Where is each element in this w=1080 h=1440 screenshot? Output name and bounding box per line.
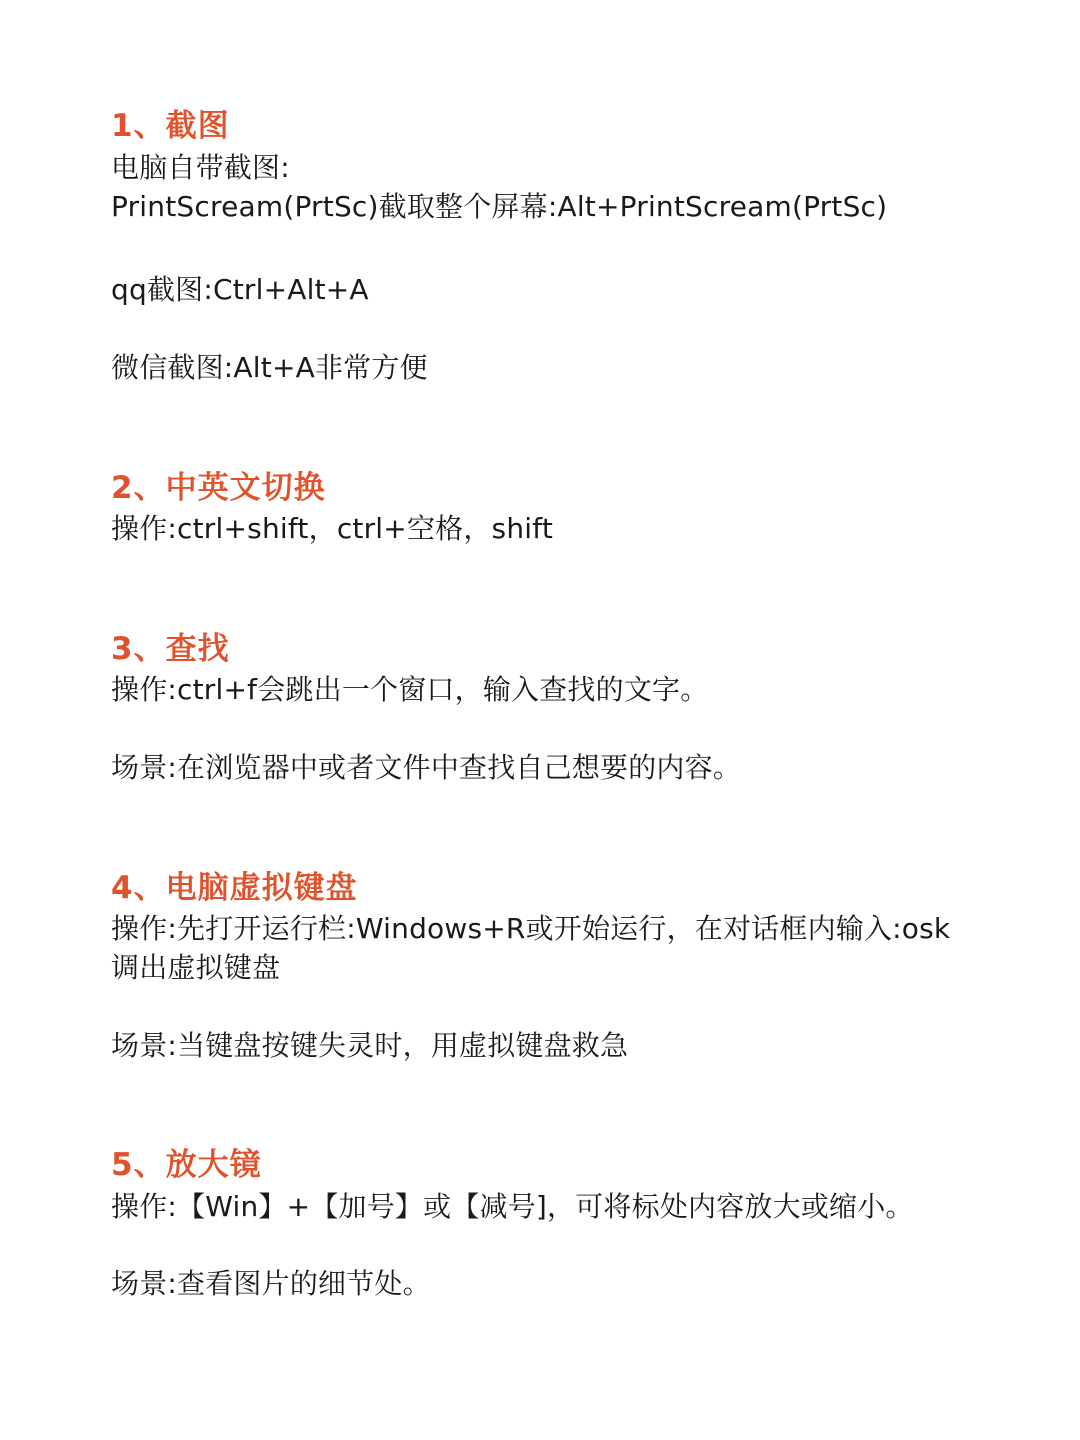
section-2-heading: 2、中英文切换: [111, 470, 326, 506]
section-1-line-2: PrintScream(PrtSc)截取整个屏幕:Alt+PrintScream(PrtSc): [111, 190, 888, 223]
section-1-line-4: 微信截图:Alt+A非常方便: [111, 351, 428, 384]
section-1-line-3: qq截图:Ctrl+Alt+A: [111, 273, 369, 306]
section-5-line-2: 场景:查看图片的细节处。: [111, 1267, 431, 1300]
section-1-heading: 1、截图: [111, 108, 230, 144]
section-2-line-1: 操作:ctrl+shift，ctrl+空格，shift: [111, 512, 553, 545]
section-4-line-1: 操作:先打开运行栏:Windows+R或开始运行，在对话框内输入:osk: [111, 912, 951, 945]
section-5-line-1: 操作:【Win】+【加号】或【减号]，可将标处内容放大或缩小。: [111, 1190, 914, 1223]
section-3-heading: 3、查找: [111, 631, 230, 667]
section-5-heading: 5、放大镜: [111, 1147, 262, 1183]
section-3-line-1: 操作:ctrl+f会跳出一个窗口，输入查找的文字。: [111, 673, 709, 706]
section-3-line-2: 场景:在浏览器中或者文件中查找自己想要的内容。: [111, 751, 742, 784]
section-4-heading: 4、电脑虚拟键盘: [111, 870, 358, 906]
section-1-line-1: 电脑自带截图:: [111, 151, 290, 184]
section-4-line-2: 调出虚拟键盘: [111, 951, 281, 984]
section-4-line-3: 场景:当键盘按键失灵时，用虚拟键盘救急: [111, 1029, 629, 1062]
